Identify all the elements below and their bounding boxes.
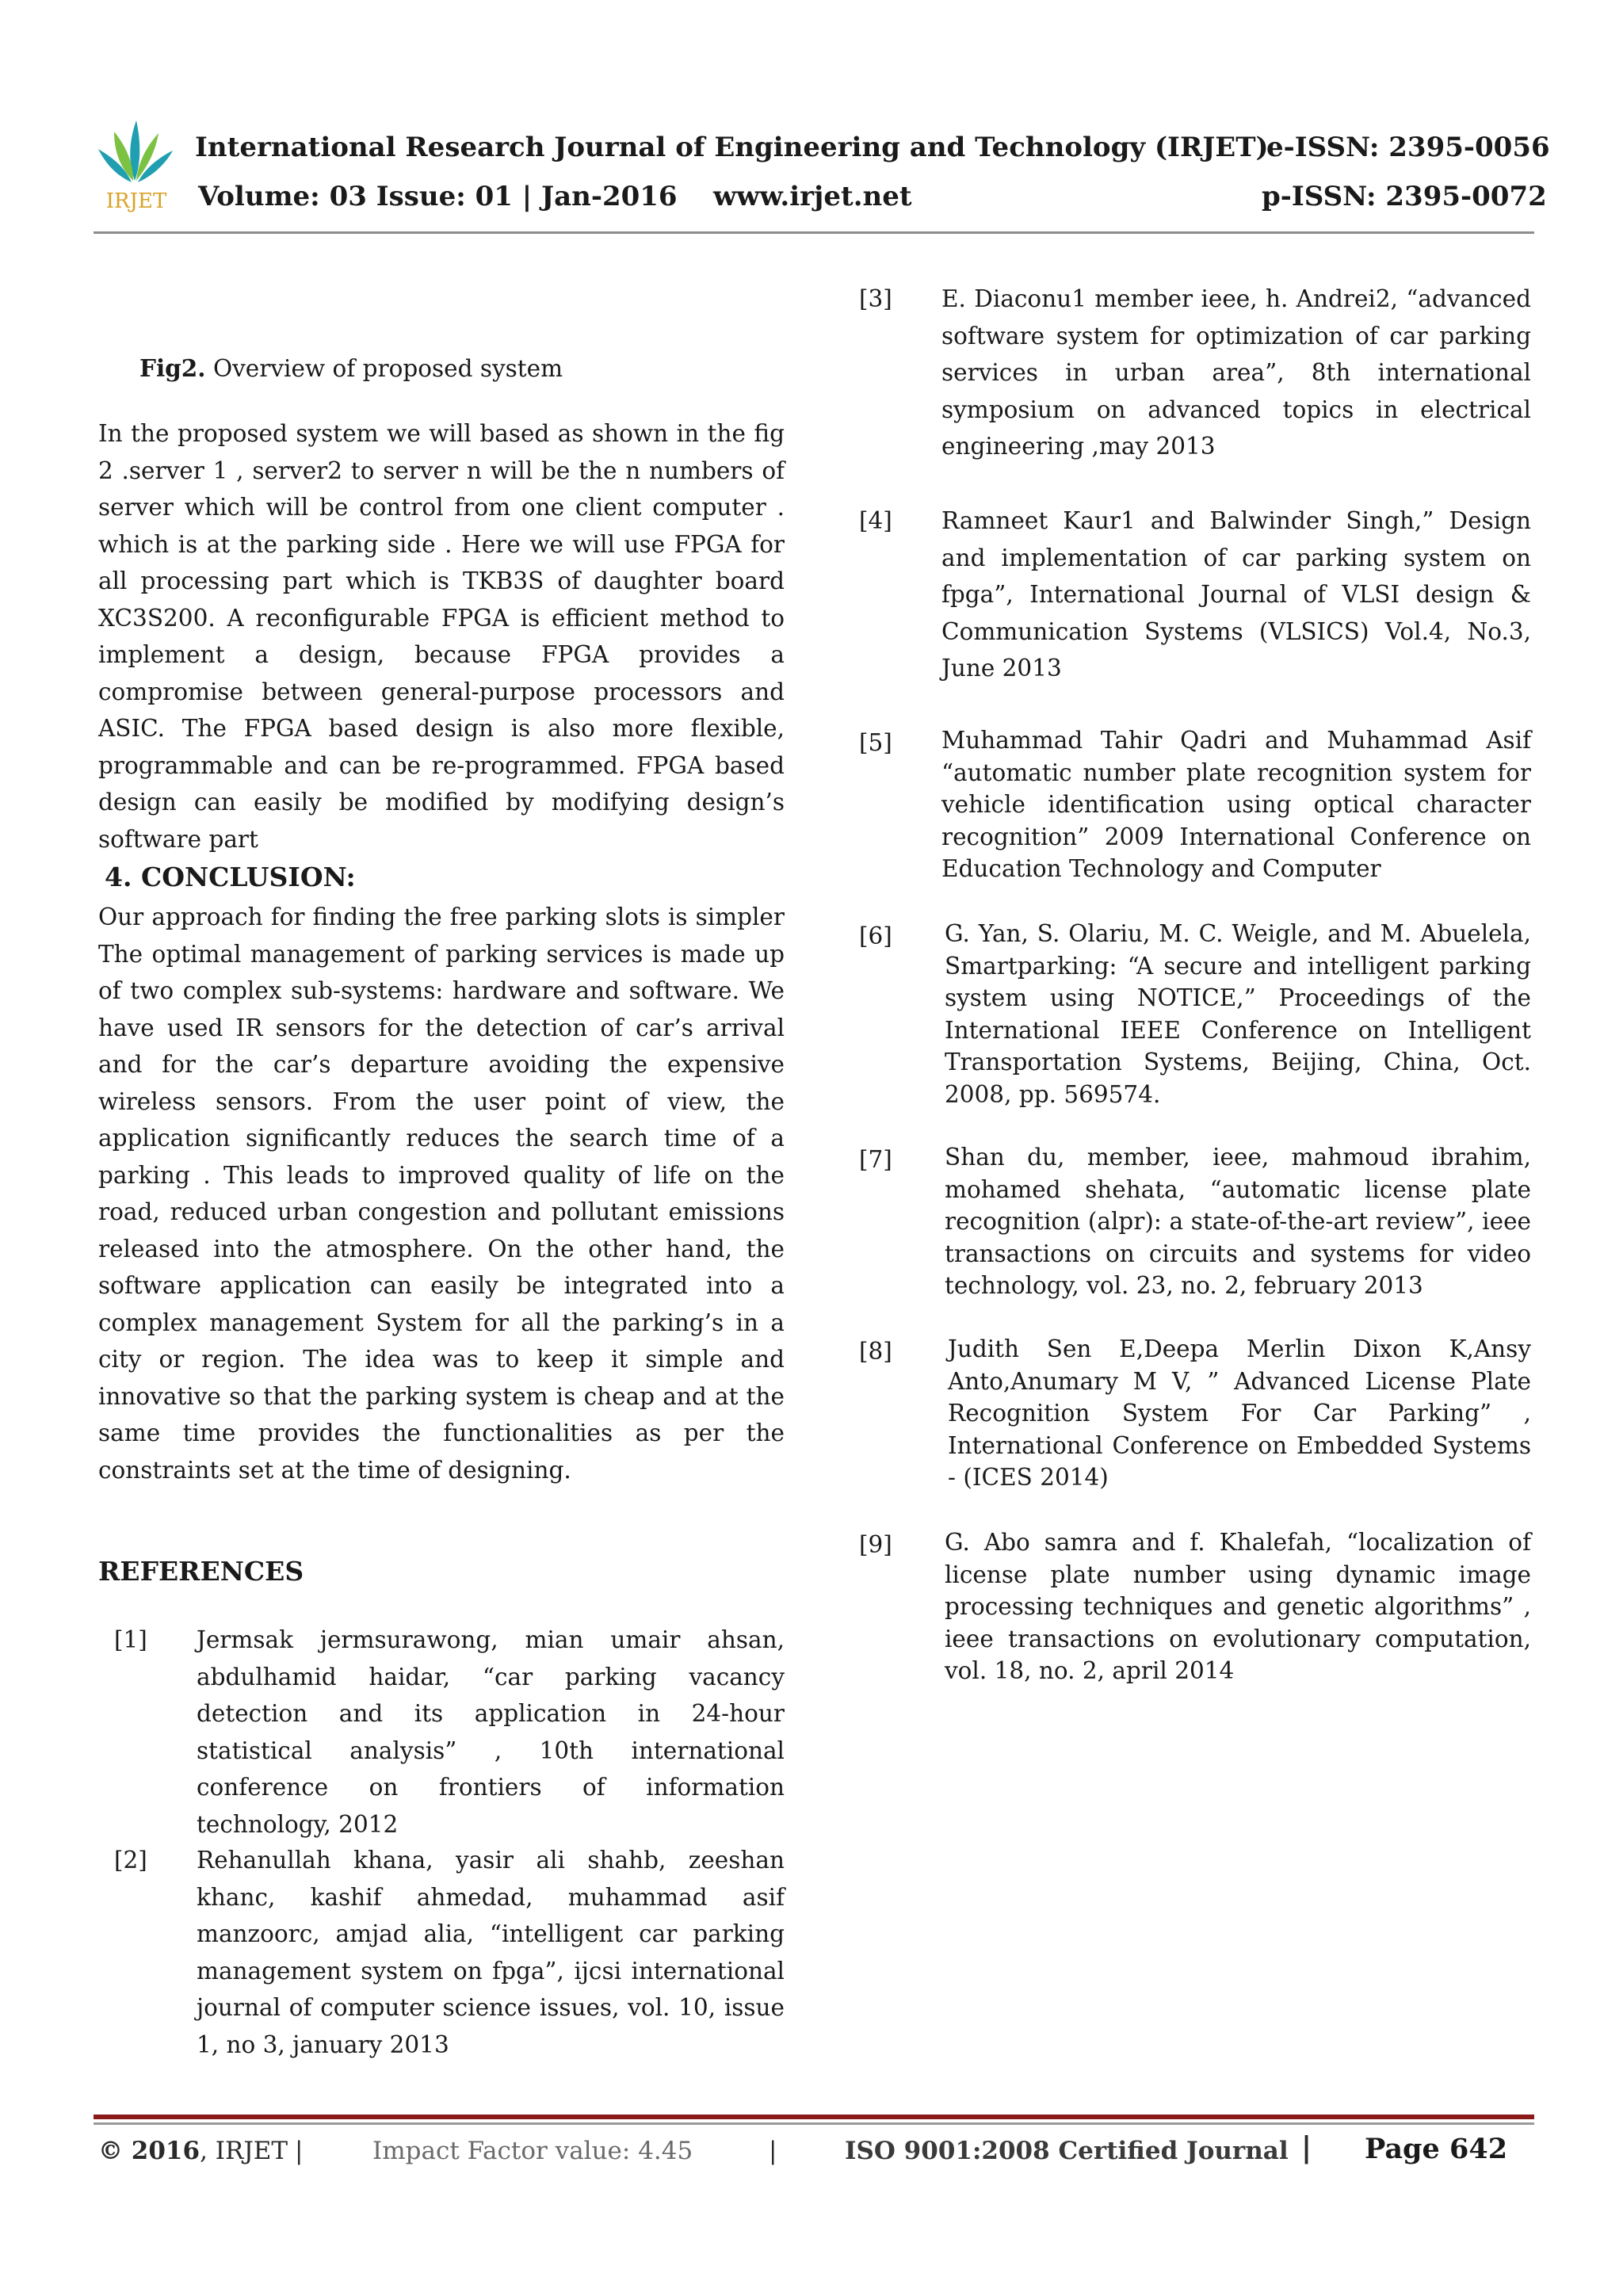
reference-text: G. Abo samra and f. Khalefah, “localization of license plate number using dynamic image processing techniques and genetic algorithms” , ieee transactions on evolutionary computation, vol. 18, no. 2, april 2014 — [945, 1529, 1531, 1684]
irjet-logo — [94, 116, 179, 212]
reference-text: Judith Sen E,Deepa Merlin Dixon K,Ansy Anto,Anumary M V, ” Advanced License Plate Recognition System For Car Parking” , International Conference on Embedded Systems - (ICES 2014) — [948, 1335, 1531, 1491]
footer-copyright — [98, 2135, 288, 2167]
reference-number: [5] — [859, 729, 892, 756]
website-link[interactable]: www.irjet.net — [713, 181, 912, 212]
figure-label: Fig2. — [139, 354, 206, 382]
reference-text: G. Yan, S. Olariu, M. C. Weigle, and M. Abuelela, Smartparking: “A secure and intelligent parking system using NOTICE,” Proceedings of the International IEEE Conference on Intelligent Transportation Systems, Beijing, China, Oct. 2008, pp. 569574. — [945, 920, 1531, 1108]
footer-separator: | — [1301, 2131, 1312, 2164]
reference-text: Rehanullah khana, yasir ali shahb, zeeshan khanc, kashif ahmedad, muhammad asif manzoorc, amjad alia, “intelligent car parking management system on fpga”, ijcsi international journal of computer science issues, vol. 10, issue 1, no 3, january 2013 — [197, 1847, 785, 2058]
reference-text: Jermsak jermsurawong, mian umair ahsan, abdulhamid haidar, “car parking vacancy detection and its application in 24-hour statistical analysis” , 10th international conference on frontiers of information technology, 2012 — [197, 1626, 785, 1838]
copyright-owner: , IRJET — [200, 2137, 288, 2165]
reference-number: [1] — [114, 1626, 147, 1653]
page-number: Page 642 — [1365, 2133, 1508, 2165]
conclusion-paragraph: Our approach for finding the free parking slots is simpler The optimal management of parking services is made up of two complex sub-systems: hardware and software. We have used IR sensors for the detection of car’s arrival and for the car’s departure avoiding the expensive wireless sensors. From the user point of view, the application significantly reduces the search time of a parking . This leads to improved quality of life on the road, reduced urban congestion and pollutant emissions released into the atmosphere. On the other hand, the software application can easily be integrated into a complex management System for all the parking’s in a city or region. The idea was to keep it simple and innovative so that the parking system is cheap and at the same time provides the functionalities as per the constraints set at the time of designing. — [98, 904, 785, 1484]
footer-divider-thin — [94, 2122, 1534, 2125]
iso-certification: ISO 9001:2008 Certified Journal — [845, 2137, 1289, 2165]
reference-number: [3] — [859, 285, 892, 312]
figure-caption — [139, 350, 563, 388]
reference-text: Muhammad Tahir Qadri and Muhammad Asif “automatic number plate recognition system for vehicle identification using optical character recognition” 2009 International Conference on Education Technology and Computer — [941, 727, 1531, 882]
copyright-year: © 2016 — [98, 2137, 200, 2165]
reference-number: [4] — [859, 507, 892, 534]
conclusion-heading: 4. CONCLUSION: — [105, 861, 356, 892]
figure-caption-text: Overview of proposed system — [205, 355, 563, 382]
volume-issue: Volume: 03 Issue: 01 | Jan-2016 — [198, 181, 678, 212]
footer-separator: | — [295, 2137, 304, 2165]
references-heading: REFERENCES — [98, 1556, 304, 1587]
reference-text: Shan du, member, ieee, mahmoud ibrahim, mohamed shehata, “automatic license plate recognition (alpr): a state-of-the-art review”, ieee transactions on circuits and systems for video technology, vol. 23, no. 2, february 2013 — [945, 1144, 1531, 1299]
proposed-system-paragraph: In the proposed system we will based as shown in the fig 2 .server 1 , server2 to server n will be the n numbers of server which will be control from one client computer . which is at the parking side . Here we will use FPGA for all processing part which is TKB3S of daughter board XC3S200. A reconfigurable FPGA is efficient method to implement a design, because FPGA provides a compromise between general-purpose processors and ASIC. The FPGA based design is also more flexible, programmable and can be re-programmed. FPGA based design can easily be modified by modifying design’s software part — [98, 420, 785, 853]
reference-text: Ramneet Kaur1 and Balwinder Singh,” Design and implementation of car parking system on fpga”, International Journal of VLSI design & Communication Systems (VLSICS) Vol.4, No.3, June 2013 — [941, 507, 1531, 682]
reference-number: [6] — [859, 923, 892, 949]
reference-text: E. Diaconu1 member ieee, h. Andrei2, “advanced software system for optimization of car parking services in urban area”, 8th international symposium on advanced topics in electrical engineering ,may 2013 — [941, 285, 1531, 460]
header-divider — [94, 231, 1534, 234]
journal-title: International Research Journal of Engineering and Technology (IRJET) — [195, 132, 1269, 163]
p-issn: p-ISSN: 2395-0072 — [1262, 181, 1547, 212]
reference-number: [8] — [859, 1338, 892, 1365]
footer-divider — [94, 2115, 1534, 2119]
reference-number: [2] — [114, 1847, 147, 1874]
footer-separator: | — [769, 2137, 777, 2165]
irjet-logo-icon — [94, 116, 179, 212]
impact-factor: Impact Factor value: 4.45 — [372, 2137, 693, 2165]
reference-number: [7] — [859, 1146, 892, 1173]
reference-number: [9] — [859, 1531, 892, 1558]
logo-text: IRJET — [105, 189, 167, 212]
e-issn: e-ISSN: 2395-0056 — [1266, 132, 1550, 163]
